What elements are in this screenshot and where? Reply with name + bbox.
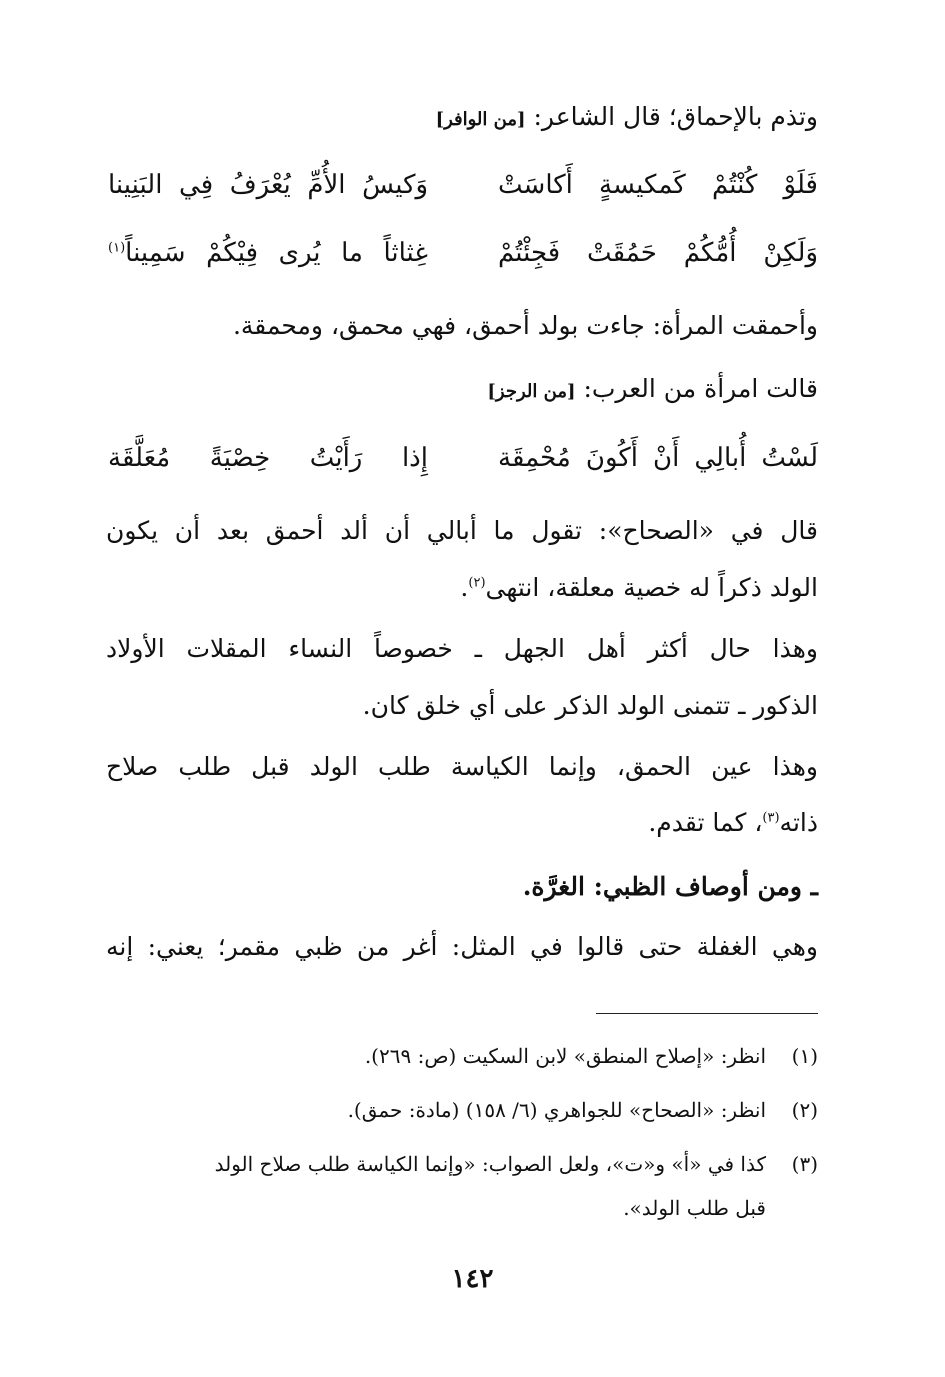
footnote-2 (348, 1096, 818, 1124)
kiyasa-line-2 (648, 806, 818, 840)
section-heading-ghurra: ـ ومن أوصاف الظبي: الغرَّة. (522, 872, 818, 901)
jahl-line-1: وهذا حال أكثر أهل الجهل ـ خصوصاً النساء المقلات الأولاد (106, 634, 818, 663)
sihah-line-2-end: . (460, 573, 469, 602)
arab-woman-line (487, 372, 818, 409)
footnote-ref-2: (٢) (468, 575, 486, 591)
verse-2-first-hemistich: وَلَكِنْ أُمُّكُمْ حَمُقَتْ فَجِئْتُمْ (498, 238, 818, 268)
footnote-ref-1: (١) (108, 240, 126, 256)
intro-text: وتذم بالإحماق؛ قال الشاعر: (525, 102, 818, 131)
footnote-2-text: انظر: «الصحاح» للجواهري (٦/ ١٥٨) (مادة: حمق). (347, 1098, 766, 1122)
verse-1-second-hemistich: وَكيسُ الأُمِّ يُعْرَفُ فِي البَنِينا (108, 170, 428, 200)
paragraph-ahmaqat: وأحمقت المرأة: جاءت بولد أحمق، فهي محمق، ومحمقة. (232, 311, 818, 340)
footnote-3 (215, 1150, 818, 1178)
footnote-1 (365, 1042, 818, 1070)
meter-tag-wafir: [من الوافر] (435, 109, 526, 130)
verse-2-second-text: غِثاثاً ما يُرى فِيْكُمْ سَمِيناً (125, 238, 428, 268)
footnote-3-number: (٣) (791, 1152, 818, 1176)
footnote-1-text: انظر: «إصلاح المنطق» لابن السكيت (ص: ٢٦٩). (364, 1044, 766, 1068)
sihah-line-2 (460, 571, 818, 605)
meter-tag-rajaz: [من الرجز] (487, 381, 576, 402)
jahl-line-2: الذكور ـ تتمنى الولد الذكر على أي خلق كان. (362, 691, 818, 720)
page-number: ١٤٢ (451, 1264, 494, 1294)
intro-line (436, 100, 818, 137)
arab-woman-text: قالت امرأة من العرب: (575, 374, 818, 403)
verse-3-second-hemistich: إِذا رَأَيْتُ خِصْيَةً مُعَلَّقَة (108, 443, 428, 473)
footnote-3-continuation: قبل طلب الولد». (623, 1196, 766, 1220)
footnote-ref-3: (٣) (762, 810, 780, 826)
sihah-line-1: قال في «الصحاح»: تقول ما أبالي أن ألد أحمق بعد أن يكون (106, 516, 818, 545)
verse-2-second-hemistich (108, 236, 428, 270)
footnote-1-number: (١) (791, 1044, 818, 1068)
verse-3-first-hemistich: لَسْتُ أُبالِي أَنْ أَكُونَ مُحْمِقَة (498, 443, 818, 473)
footnote-3-text: كذا في «أ» و«ت»، ولعل الصواب: «وإنما الكياسة طلب صلاح الولد (214, 1152, 766, 1176)
verse-1-first-hemistich: فَلَوْ كُنْتُمْ كَمكيسةٍ أَكاسَتْ (498, 170, 818, 200)
footnote-2-number: (٢) (791, 1098, 818, 1122)
footnote-separator (596, 1013, 818, 1014)
kiyasa-line-2-b: ، كما تقدم. (648, 808, 763, 837)
kiyasa-line-2-a: ذاته (779, 808, 818, 837)
kiyasa-line-1: وهذا عين الحمق، وإنما الكياسة طلب الولد قبل طلب صلاح (106, 752, 818, 781)
sihah-line-2-text: الولد ذكراً له خصية معلقة، انتهى (485, 573, 818, 602)
ghafla-line: وهي الغفلة حتى قالوا في المثل: أغر من ظبي مقمر؛ يعني: إنه (106, 932, 818, 961)
